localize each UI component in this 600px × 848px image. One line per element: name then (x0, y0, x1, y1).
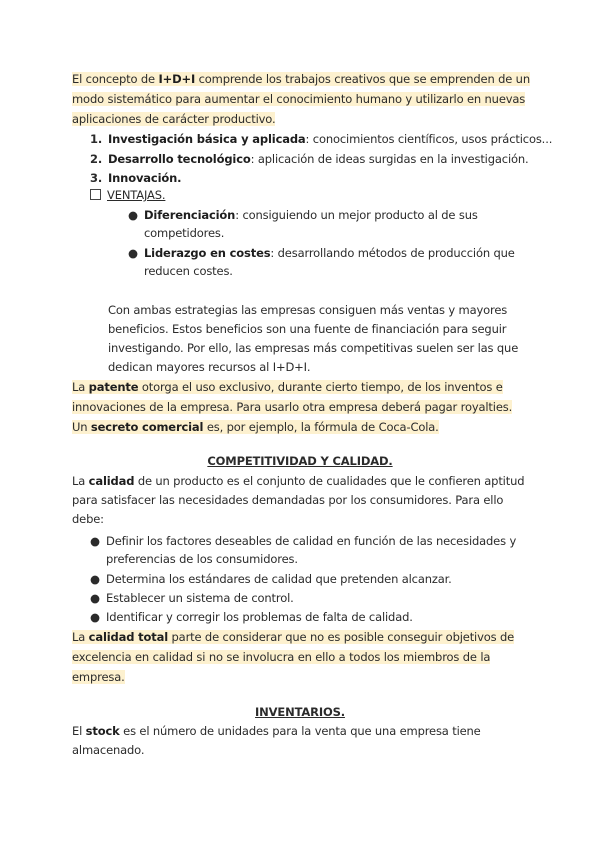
ventajas-item-2: ● Liderazgo en costes: desarrollando métodos de producción que (128, 244, 515, 264)
bullet-icon: ● (90, 610, 100, 624)
calidad-line-2: para satisfacer las necesidades demandadas por los consumidores. Para ello (72, 493, 504, 507)
checkbox-icon[interactable] (90, 189, 101, 200)
ventajas-item-1: ● Diferenciación: consiguiendo un mejor producto al de sus (128, 206, 478, 226)
calidad-total-line-3: empresa. (72, 670, 125, 684)
calidad-total-line-1: La calidad total parte de considerar que no es posible conseguir objetivos de (72, 630, 515, 644)
calidad-bullet-1-cont: preferencias de los consumidores. (106, 552, 298, 566)
patente-line-1: La patente otorga el uso exclusivo, durante cierto tiempo, de los inventos e (72, 380, 503, 394)
intro-line-1: El concepto de I+D+I comprende los trabajos creativos que se emprenden de un (72, 72, 530, 86)
calidad-bullet-4: ● Identificar y corregir los problemas de falta de calidad. (90, 608, 413, 628)
strategy-line-4: dedican mayores recursos al I+D+I. (108, 360, 311, 374)
bullet-icon: ● (128, 208, 138, 222)
numbered-item-3: 3. Innovación. (90, 171, 182, 185)
calidad-line-1: La calidad de un producto es el conjunto de cualidades que le confieren aptitud (72, 474, 525, 488)
calidad-bullet-3: ● Establecer un sistema de control. (90, 589, 294, 609)
stock-line-1: El stock es el número de unidades para la venta que una empresa tiene (72, 724, 481, 738)
strategy-line-3: investigando. Por ello, las empresas más competitivas suelen ser las que (108, 341, 519, 355)
section-heading-competitividad: COMPETITIVIDAD Y CALIDAD. (207, 454, 393, 468)
strategy-line-1: Con ambas estrategias las empresas consiguen más ventas y mayores (108, 303, 508, 317)
intro-line-2: modo sistemático para aumentar el conocimiento humano y utilizarlo en nuevas (72, 92, 526, 106)
strategy-line-2: beneficios. Estos beneficios son una fuente de financiación para seguir (108, 322, 507, 336)
calidad-total-line-2: excelencia en calidad si no se involucra en ello a todos los miembros de la (72, 650, 491, 664)
bullet-icon: ● (90, 534, 100, 548)
bullet-icon: ● (90, 572, 100, 586)
stock-line-2: almacenado. (72, 743, 145, 757)
ventajas-item-2-cont: reducen costes. (144, 264, 233, 278)
bullet-icon: ● (90, 591, 100, 605)
patente-line-2: innovaciones de la empresa. Para usarlo otra empresa deberá pagar royalties. (72, 400, 513, 414)
calidad-line-3: debe: (72, 512, 104, 526)
calidad-bullet-1: ● Definir los factores deseables de calidad en función de las necesidades y (90, 532, 516, 552)
intro-line-3: aplicaciones de carácter productivo. (72, 112, 276, 126)
ventajas-label: VENTAJAS. (90, 186, 165, 206)
calidad-bullet-2: ● Determina los estándares de calidad que pretenden alcanzar. (90, 570, 452, 590)
numbered-item-2: 2. Desarrollo tecnológico: aplicación de ideas surgidas en la investigación. (90, 152, 529, 166)
section-heading-inventarios: INVENTARIOS. (255, 705, 345, 719)
bullet-icon: ● (128, 246, 138, 260)
numbered-item-1: 1. Investigación básica y aplicada: conocimientos científicos, usos prácticos... (90, 132, 553, 146)
ventajas-item-1-cont: competidores. (144, 226, 225, 240)
patente-line-3: Un secreto comercial es, por ejemplo, la fórmula de Coca-Cola. (72, 420, 439, 434)
